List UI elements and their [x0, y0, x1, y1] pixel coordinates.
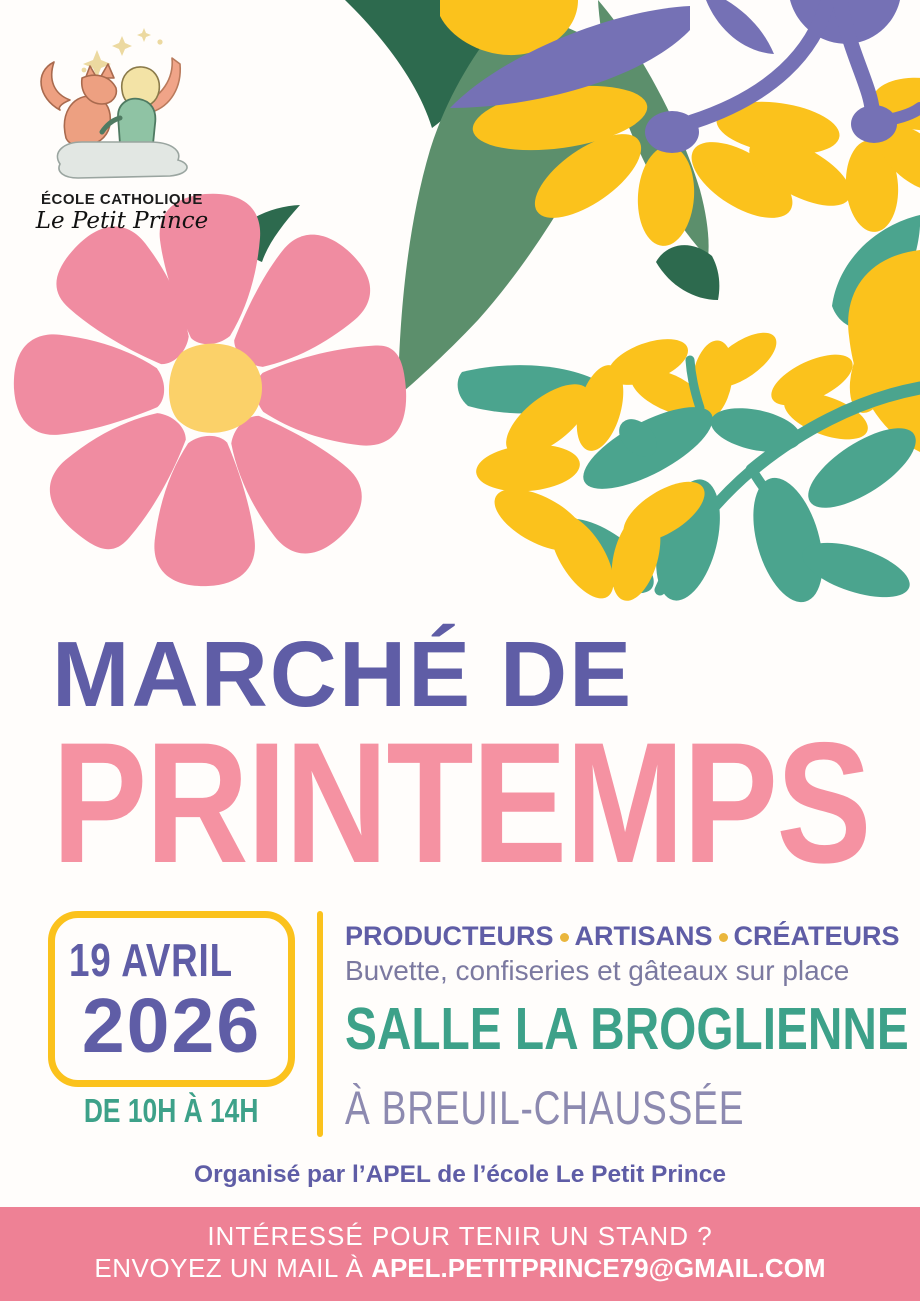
- title-line-printemps: PRINTEMPS: [52, 707, 870, 899]
- footer-contact-prefix: ENVOYEZ UN MAIL À: [94, 1253, 372, 1283]
- footer-contact-line: [0, 1253, 920, 1284]
- date-box: [48, 911, 295, 1087]
- fox-illustration: [41, 62, 116, 146]
- rock-shape: [57, 142, 187, 178]
- separator-dot: [560, 933, 569, 942]
- separator-dot: [719, 933, 728, 942]
- footer-band: [0, 1207, 920, 1301]
- little-prince-illustration: [102, 58, 180, 144]
- pink-flower-illustration: [12, 194, 408, 588]
- venue-name: SALLE LA BROGLIENNE: [345, 996, 909, 1062]
- title-line-marche-de: MARCHÉ DE: [52, 622, 634, 726]
- food-note: Buvette, confiseries et gâteaux sur place: [345, 955, 850, 986]
- date-day-month: 19 AVRIL: [69, 933, 233, 986]
- school-logo: [22, 12, 222, 237]
- organizer-line: Organisé par l’APEL de l’école Le Petit Prince: [194, 1161, 726, 1188]
- footer-email: APEL.PETITPRINCE79@GMAIL.COM: [371, 1253, 826, 1283]
- date-year: 2026: [81, 982, 262, 1069]
- opening-hours: DE 10H À 14H: [84, 1092, 259, 1129]
- vendor-artisans: ARTISANS: [574, 921, 713, 951]
- vendors-line: [345, 921, 900, 952]
- vendor-createurs: CRÉATEURS: [733, 921, 900, 951]
- footer-question: INTÉRESSÉ POUR TENIR UN STAND ?: [207, 1221, 713, 1251]
- logo-school-name: Le Petit Prince: [35, 208, 209, 234]
- venue-city: À BREUIL-CHAUSSÉE: [345, 1081, 745, 1134]
- logo-school-type: ÉCOLE CATHOLIQUE: [41, 191, 203, 208]
- vendor-producteurs: PRODUCTEURS: [345, 921, 554, 951]
- vertical-divider: [317, 911, 323, 1137]
